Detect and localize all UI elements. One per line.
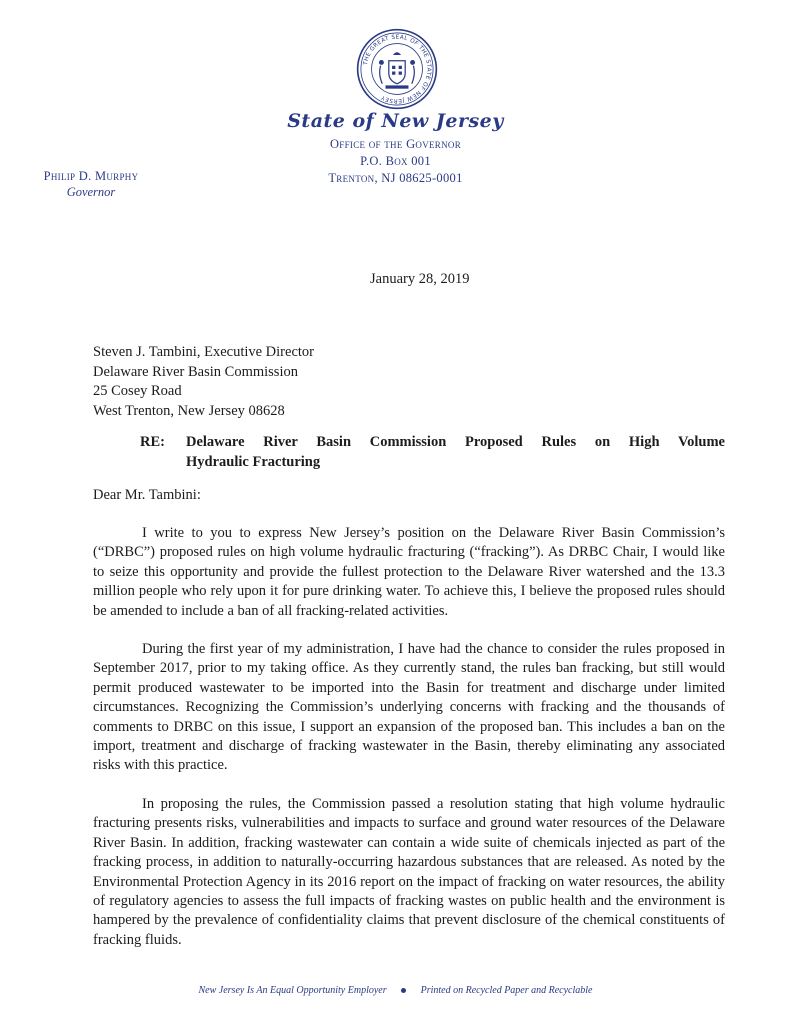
state-seal: [356, 28, 438, 110]
subject-text: [186, 433, 725, 472]
state-title: State of New Jersey: [287, 110, 504, 132]
governor-name: Philip D. Murphy: [43, 169, 139, 183]
office-line: P.O. Box 001: [360, 154, 431, 168]
bullet-icon: [401, 988, 406, 993]
body-paragraph: I write to you to express New Jersey’s position on the Delaware River Basin Commission’s (“DRBC”) proposed rules on high volume hydraulic fracturing (“fracking”). As DRBC Chair, I would like to seize this opportunity and provide the fullest protection to the Delaware River watershed and the 13.3 million people who rely upon it for pure drinking water. To achieve this, I believe the proposed rules should be amended to include a ban of all fracking-related activities.: [93, 525, 725, 619]
office-line: Office of the Governor: [329, 137, 462, 151]
recipient-line: Delaware River Basin Commission: [93, 363, 298, 380]
salutation: Dear Mr. Tambini:: [93, 487, 201, 503]
body-paragraph: In proposing the rules, the Commission passed a resolution stating that high volume hydraulic fracturing presents risks, vulnerabilities and impacts to surface and ground water resources of the Delaware River Basin. In addition, fracking wastewater can contain a wide suite of chemicals injected as part of the fracking process, in addition to naturally-occurring hazardous substances that are released. As noted by the Environmental Protection Agency in its 2016 report on the impact of fracking on water resources, the ability of regulatory agencies to assess the full impacts of fracking wastes on public health and the environment is hampered by the prevalence of confidentiality claims that prevent disclosure of the chemical constituents of fracking fluids.: [93, 796, 725, 948]
office-line: Trenton, NJ 08625-0001: [328, 171, 463, 185]
recipient-line: 25 Cosey Road: [93, 383, 182, 399]
footer-equal-opportunity: New Jersey Is An Equal Opportunity Employer: [198, 985, 387, 996]
governor-block: [16, 168, 166, 200]
footer-recycled: Printed on Recycled Paper and Recyclable: [420, 985, 593, 996]
letterhead-footer: [0, 985, 791, 996]
subject-text-line: Delaware River Basin Commission Proposed Rules on High Volume: [186, 434, 725, 450]
recipient-line: West Trenton, New Jersey 08628: [93, 402, 285, 419]
subject-label: RE:: [140, 434, 165, 450]
svg-text:THE GREAT SEAL OF THE STATE OF: THE GREAT SEAL OF THE STATE OF NEW JERSEY: [362, 34, 432, 104]
recipient-address: [93, 343, 314, 421]
subject-line: [140, 433, 725, 472]
recipient-line: Steven J. Tambini, Executive Director: [93, 344, 314, 360]
governor-title: Governor: [66, 185, 116, 199]
letter-date: January 28, 2019: [370, 271, 470, 287]
body-paragraph: During the first year of my administration, I have had the chance to consider the rules proposed in September 2017, prior to my taking office. As they currently stand, the rules ban fracking, but still would permit produced wastewater to be imported into the Basin for treatment and discharge under limited circumstances. Recognizing the Commission’s underlying concerns with fracking and the thousands of comments to DRBC on this issue, I support an expansion of the proposed ban. This includes a ban on the import, treatment and discharge of fracking wastewater in the Basin, thereby eliminating any associated risks with this practice.: [93, 641, 725, 774]
subject-text-line: Hydraulic Fracturing: [186, 453, 321, 470]
